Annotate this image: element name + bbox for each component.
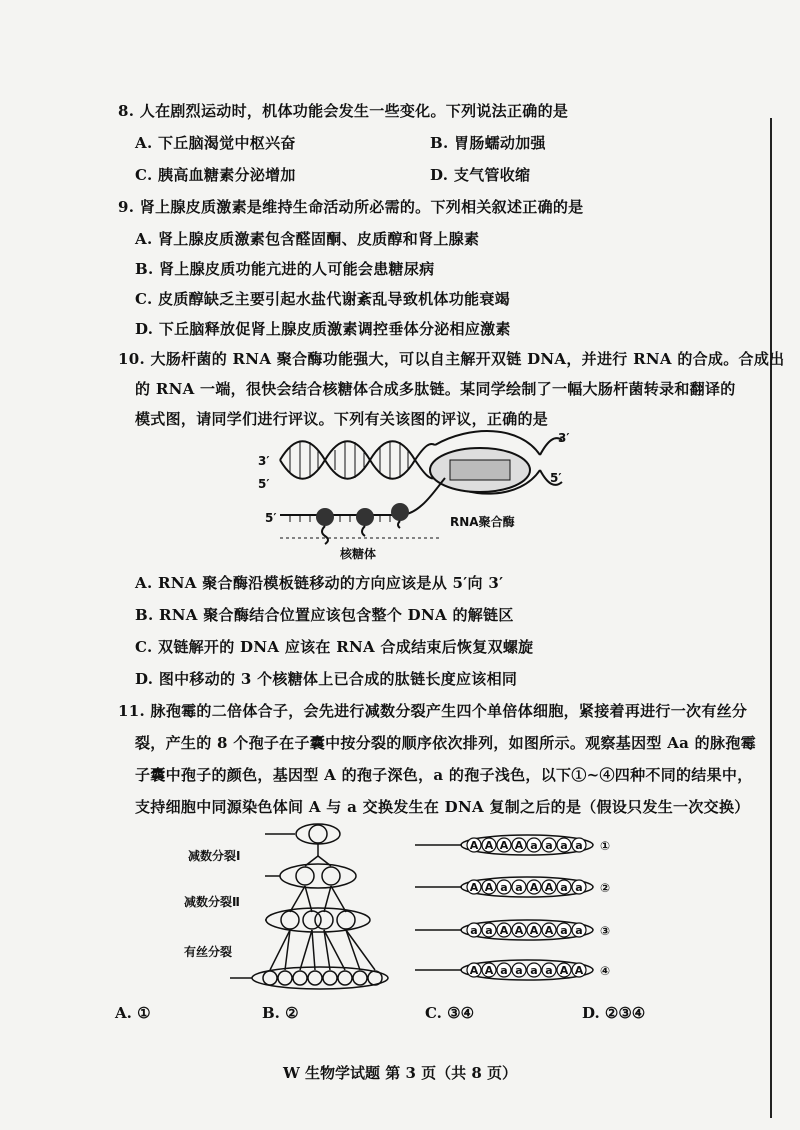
spore-allele: A [574,964,584,977]
rna-polymerase-grid [450,460,510,480]
spore-allele: a [470,924,478,937]
q8-option-d[interactable]: D. 支气管收缩 [430,166,531,184]
spore-allele: a [530,839,538,852]
label-ribosome: 核糖体 [340,547,377,561]
dna-strand-1 [280,441,435,479]
spore-allele: a [560,924,568,937]
dna-base-pairs [290,442,408,478]
spore-allele: a [560,839,568,852]
q10-option-a[interactable]: A. RNA 聚合酶沿模板链移动的方向应该是从 5′向 3′ [135,574,504,592]
spore-allele: a [575,881,583,894]
q10-option-b[interactable]: B. RNA 聚合酶结合位置应该包含整个 DNA 的解链区 [135,606,514,624]
spore-allele: a [500,881,508,894]
label-5prime-left: 5′ [258,477,270,491]
ascus-number: ③ [600,924,611,938]
q9-option-b[interactable]: B. 肾上腺皮质功能亢进的人可能会患糖尿病 [135,260,435,278]
dna-strand-2 [280,441,435,479]
q8-stem: 8. 人在剧烈运动时，机体功能会发生一些变化。下列说法正确的是 [118,102,569,120]
label-5prime-mrna: 5′ [265,511,277,525]
spore-allele: A [544,881,554,894]
q11-option-d[interactable]: D. ②③④ [582,1004,646,1022]
asci-results [415,835,610,980]
spore-allele: A [499,924,509,937]
ascus-number: ① [600,839,611,853]
spore-allele: a [575,924,583,937]
ascus-row-1 [415,835,610,855]
peptide-1 [322,526,328,544]
q9-option-a[interactable]: A. 肾上腺皮质激素包含醛固酮、皮质醇和肾上腺素 [135,230,480,248]
spore-allele: A [544,924,554,937]
ascus-row-3 [415,920,610,940]
q10-stem-line1: 10. 大肠杆菌的 RNA 聚合酶功能强大，可以自主解开双链 DNA，并进行 RNA 的合成。合成出 [118,350,785,368]
q8-option-c[interactable]: C. 胰高血糖素分泌增加 [135,166,296,184]
q11-option-c[interactable]: C. ③④ [425,1004,475,1022]
spore-allele: a [545,964,553,977]
ascus-number: ④ [600,964,611,978]
q11-stem-line4: 支持细胞中同源染色体间 A 与 a 交换发生在 DNA 复制之后的是（假设只发生一次交换） [135,798,750,816]
ribosome-3 [391,503,409,521]
spore-allele: A [499,839,509,852]
label-mitosis: 有丝分裂 [184,945,233,959]
spore-allele: a [545,839,553,852]
label-meiosis-2: 减数分裂Ⅱ [184,895,240,909]
spore-allele: A [529,881,539,894]
spore-allele: a [530,964,538,977]
spore-allele: A [514,924,524,937]
q9-stem: 9. 肾上腺皮质激素是维持生命活动所必需的。下列相关叙述正确的是 [118,198,584,216]
q10-stem-line2: 的 RNA 一端，很快会结合核糖体合成多肽链。某同学绘制了一幅大肠杆菌转录和翻译的 [135,380,736,398]
spore-allele: a [485,924,493,937]
q10-stem-line3: 模式图，请同学们进行评议。下列有关该图的评议，正确的是 [135,410,549,428]
label-5prime-right: 5′ [550,471,562,485]
spore-allele: A [469,964,479,977]
ribosome-1 [316,508,334,526]
q9-option-c[interactable]: C. 皮质醇缺乏主要引起水盐代谢紊乱导致机体功能衰竭 [135,290,510,308]
spore-allele: a [515,964,523,977]
spore-allele: A [529,924,539,937]
spore-allele: a [575,839,583,852]
q8-option-b[interactable]: B. 胃肠蠕动加强 [430,134,546,152]
transcription-translation-figure [240,430,580,570]
label-rna-polymerase: RNA聚合酶 [450,515,515,529]
q11-stem-line1: 11. 脉孢霉的二倍体合子，会先进行减数分裂产生四个单倍体细胞，紧接着再进行一次有丝分 [118,702,748,720]
spore-allele: A [484,964,494,977]
label-3prime-left: 3′ [258,454,270,468]
q10-option-d[interactable]: D. 图中移动的 3 个核糖体上已合成的肽链长度应该相同 [135,670,518,688]
spore-allele: A [469,881,479,894]
ascus-number: ② [600,881,611,895]
q11-option-a[interactable]: A. ① [115,1004,151,1022]
ribosome-2 [356,508,374,526]
neurospora-ascus-figure [170,820,650,1000]
spore-allele: a [515,881,523,894]
peptide-3 [398,521,400,528]
ascus-row-4 [415,960,610,980]
q8-option-a[interactable]: A. 下丘脑渴觉中枢兴奋 [135,134,296,152]
q10-option-c[interactable]: C. 双链解开的 DNA 应该在 RNA 合成结束后恢复双螺旋 [135,638,534,656]
spore-allele: A [484,881,494,894]
peptide-2 [362,526,365,536]
label-meiosis-1: 减数分裂Ⅰ [188,849,241,863]
spore-allele: A [514,839,524,852]
q11-option-b[interactable]: B. ② [262,1004,299,1022]
q11-stem-line2: 裂，产生的 8 个孢子在子囊中按分裂的顺序依次排列，如图所示。观察基因型 Aa 的脉孢霉 [135,734,756,752]
spore-allele: a [560,881,568,894]
q9-option-d[interactable]: D. 下丘脑释放促肾上腺皮质激素调控垂体分泌相应激素 [135,320,511,338]
spore-allele: a [500,964,508,977]
page-margin-rule [770,118,772,1118]
spore-allele: A [559,964,569,977]
mrna-bases [290,515,390,522]
page-footer: W 生物学试题 第 3 页（共 8 页） [282,1064,518,1082]
label-3prime-right: 3′ [558,431,570,445]
spore-allele: A [469,839,479,852]
spore-allele: A [484,839,494,852]
q11-stem-line3: 子囊中孢子的颜色，基因型 A 的孢子深色，a 的孢子浅色，以下①~④四种不同的结果中， [135,766,753,784]
division-tree [230,824,388,989]
ascus-row-2 [415,877,610,897]
